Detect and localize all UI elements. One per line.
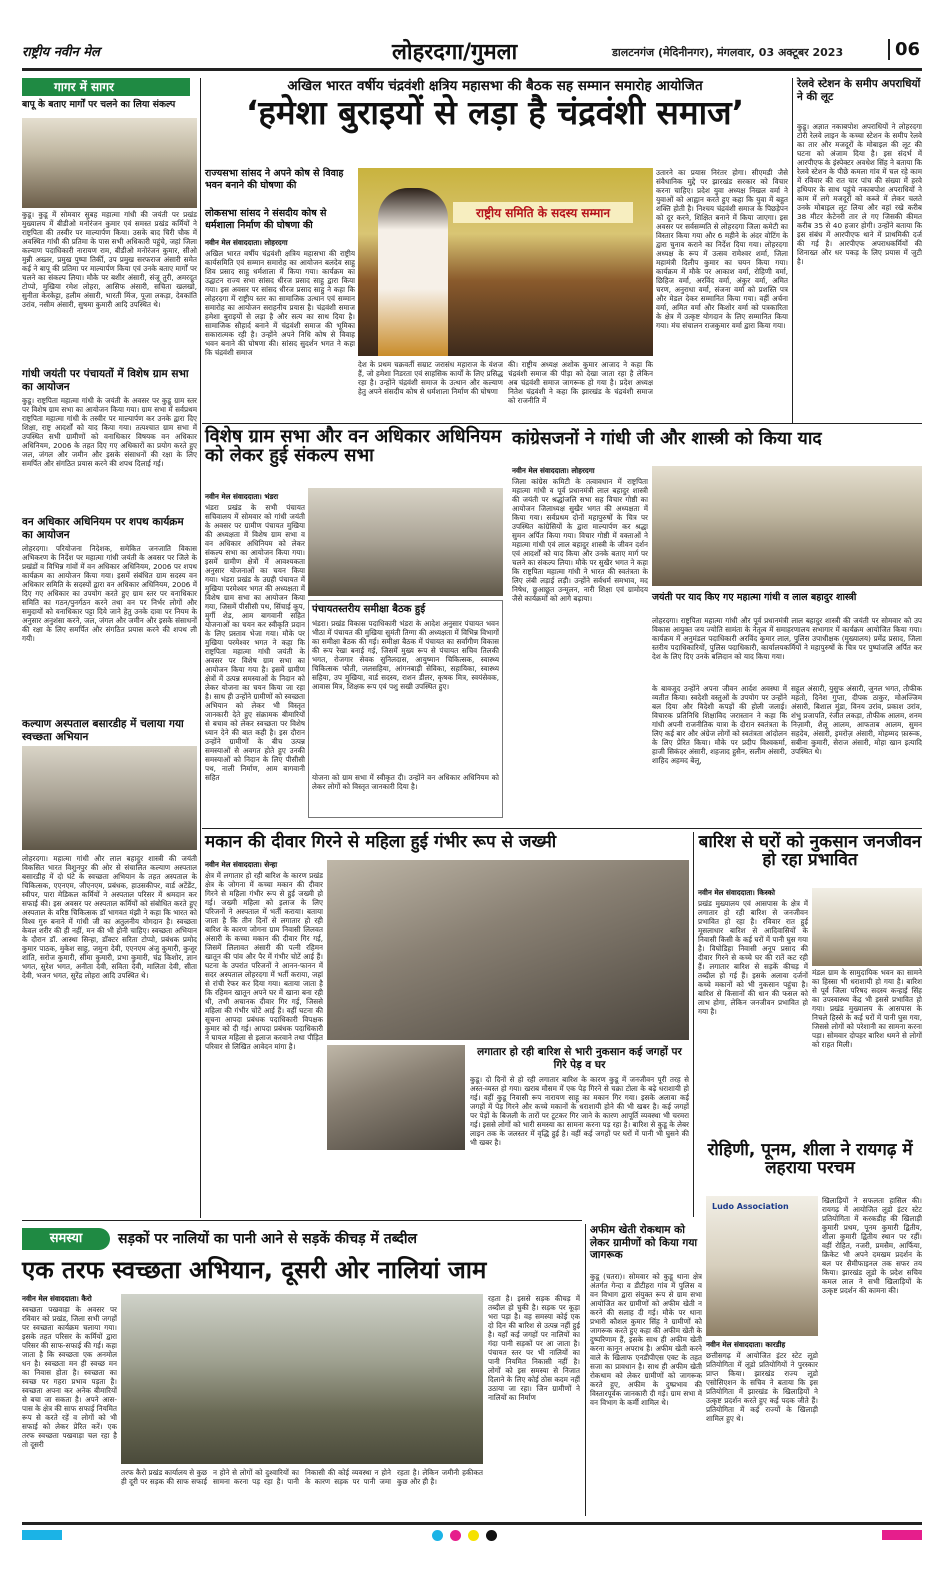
panchayat-review-body: भंडरा। प्रखंड विकास पदाधिकारी भंडरा के आदेश अनुसार पंचायत भवन भीठा में पंचायत की मुखिया सुमंती तिग्गा की अध्यक्षता में विभिन्न विभागों का समीक्षा बैठक की गई। समीक्षा बैठक में पंचायत का सर्वांगीण विकास की रूप रेखा बनाई गई, जिसमें मुख्य रूप से पंचायत सचिव तिलकी भगत, रोजगार सेवक सुनिलदास, आयुष्मान चिकित्सक, स्वास्थ्य चिकित्सक फौती, जलसहिया, आंगनबाड़ी सेविका, सहायिका, स्वास्थ्य सहिया, उप मुखिया, वार्ड सदस्य, राशन डीलर, कृषक मित्र, स्वयंसेवक, आवास मित्र, शिक्षक रूप एवं पशु सखी उपस्थित हुए। — [312, 619, 499, 691]
bapu-photo — [22, 118, 197, 208]
row-rule-3 — [22, 1220, 582, 1221]
top-story-byline: नवीन मेल संवाददाता। लोहरदगा — [205, 238, 288, 247]
sabha-photo — [308, 488, 503, 596]
congress-byline: नवीन मेल संवाददाता। लोहरदगा — [512, 466, 595, 475]
color-swatch-magenta — [882, 1530, 922, 1540]
drain-body2: रहता है। इससे सड़क कीचड़ में तब्दील हो चुकी है। सड़क पर कूड़ा भरा पड़ा है। वह समस्या कोई एक दो दिन की बारिश से उत्पन्न नहीं हुई है। यहाँ कई जगहों पर नालियों का गंदा पानी सड़कों पर आ जाता है। पंचायत स्तर पर भी नालियों का पानी नियमित निकासी नहीं है। लोगों को इस समस्या से निजात दिलाने के लिए कोई ठोस कदम नहीं उठाया जा रहा। जिन ग्रामीणों ने नालियों का निर्माण — [488, 1294, 580, 1402]
masthead — [22, 36, 922, 66]
section-label-gagar: गागर में सागर — [22, 78, 190, 96]
rohini-body2: छत्तीसगढ़ में आयोजित इंटर स्टेट लूडो प्रतियोगिता में लूडो प्रतियोगियों ने पुरस्कार प्राप्त किया। झारखंड राज्य लूडो एसोसिएशन के सचिव ने बताया कि इस प्रतियोगिता में झारखंड के खिलाड़ियों ने उत्कृष्ट प्रदर्शन करते हुए कई पदक जीते हैं। प्रतियोगिता में कई राज्यों के खिलाड़ी शामिल हुए थे। — [706, 1351, 818, 1423]
wall-collapse-photo — [327, 860, 689, 1040]
reg-dot-magenta — [450, 1530, 461, 1541]
top-story-body-col2: देश के प्रथम चक्रवर्ती सम्राट जरासंध महाराज के वंशज हैं, जो हमेशा निडरता एवं साहसिक कार्यों के लिए प्रसिद्ध रहा है। उन्होंने चंद्रवंशी समाज के उत्थान और कल्याण हेतु अपने संसदीय कोष से धर्मशाला निर्माण की घोषणा — [358, 360, 503, 396]
jayanti-sub-headline: जयंती पर याद किए गए महात्मा गांधी व लाल बहादुर शास्त्री — [652, 592, 857, 603]
wall-headline: मकान की दीवार गिरने से महिला हुई गंभीर रूप से जख्मी — [205, 832, 557, 852]
top-story-sub2: लोकसभा सांसद ने संसदीय कोष से धर्मशाला निर्माण की घोषणा की — [205, 208, 327, 231]
drain-body1: स्वच्छता पखवाड़ा के अवसर पर रविवार को प्रखंड, जिला सभी जगहों पर स्वच्छता कार्यक्रम चलाया गया। इसके तहत परिसर के कर्मियों द्वारा परिसर की साफ-सफाई की गई। कहा जाता है कि स्वच्छता एक अनमोल धन है। स्वच्छता मन ही स्वच्छ मन का निवास होता है। स्वच्छता का स्वच्छ पर गहरा प्रभाव पड़ता है। स्वच्छता अपना कर अनेक बीमारियों से बचा जा सकता है। अपने आस-पास के क्षेत्र की साफ सफाई नियमित रूप से करते रहें व लोगों को भी सफाई को लेकर प्रेरित करें। एक तरफ स्वच्छता पखवाड़ा चल रहा है तो दूसरी — [22, 1305, 117, 1449]
rain-headline: बारिश से घरों को नुकसान जनजीवन हो रहा प्रभावित — [698, 832, 922, 870]
left-col-divider — [200, 78, 201, 1218]
drain-photo — [121, 1294, 483, 1464]
top-story-body-col1: अखिल भारत वर्षीय चंद्रवंशी क्षत्रिय महासभा की राष्ट्रीय कार्यसमिति एवं सम्मान समारोह का आयोजन बलदेव साहु शिव प्रसाद साहु धर्मशाला में किया गया। कार्यक्रम का उद्घाटन राज्य सभा सांसद धीरज प्रसाद साहु द्वारा किया गया। इस अवसर पर सांसद धीरज प्रसाद साहु ने कहा कि लोहरदगा में राष्ट्रीय स्तर का सामाजिक उत्थान एवं सम्मान समारोह का आयोजन सराहनीय प्रयास है। चंद्रवंशी समाज हमेशा बुराइयों से लड़ा है और सत्य का साथ दिया है। सामाजिक सौहार्द बनाने में चंद्रवंशी समाज की भूमिका सकारात्मक रही है। उन्होंने अपने निधि कोष से विवाह भवन बनाने की घोषणा की। सांसद सुदर्शन भगत ने कहा कि चंद्रवंशी समाज — [205, 249, 355, 357]
rain-photo — [812, 888, 922, 966]
wall-byline: नवीन मेल संवाददाता। सेन्हा — [205, 860, 278, 869]
congress-headline: कांग्रेसजनों ने गांधी जी और शास्त्री को किया याद — [512, 429, 822, 449]
story-bapu-headline: बापू के बताए मार्गों पर चलने का लिया संकल्प — [22, 99, 176, 110]
drain-byline: नवीन मेल संवाददाता। कैरो — [22, 1294, 92, 1303]
rain-damage-caption-body: कुडू। दो दिनों से हो रही लगातार बारिश के कारण कुडू में जनजीवन पूरी तरह से अस्त-व्यस्त हो गया। खराब मौसम में एक पेड़ गिरने से चक्रा टोला के बढ़े धराशायी हो गई। वहीं कुडू निवासी रूप नारायण साहू का मकान गिर गया। इसके अलावा कई जगहों में पेड़ गिरने और कच्चे मकानों के धराशायी होने की भी खबर है। कई जगहों पर पेड़ों के बिजली के तारों पर टूटकर गिर जाने के कारण आपूर्ति व्यवस्था भी चरमरा गई। इससे लोगों को भारी समस्या का सामना करना पड़ रहा है। बारिश से कुडू के लेबर लाइन तक के जलस्तर में वृद्धि हुई है। वहीं कई जगहों पर घरों में पानी भी घुसने की भी खबर है। — [470, 1075, 689, 1147]
drain-kicker: सड़कों पर नालियों का पानी आने से सड़कें कीचड़ में तब्दील — [118, 1231, 417, 1247]
panchayat-review-box — [308, 600, 503, 818]
rain-byline: नवीन मेल संवाददाता। किस्को — [698, 888, 775, 897]
reg-dot-yellow — [468, 1530, 479, 1541]
sabha-byline: नवीन मेल संवाददाता। भंडरा — [205, 492, 279, 501]
congress-body3: सहूल अंसारी, युसुफ अंसारी, जुनल भगत, तौफीक महतो, दिनेश गुप्ता, दीपक ठाकुर, मोअज्जिम अंसारी, बिशाल मुंडा, विनय उरांव, प्रकाश उरांव, शंभु प्रजापति, रंजीत लकड़ा, तौफीक आलम, शनम निज़ामी, शैलू आलम, आफताब आलम, सुमन सहदेव, अंसारी, इमरोज़ अंसारी, मोहम्मद फ़ारूक, सबीना कुमारी, सेराज अंसारी, मोहा खान इत्यादि उपस्थित थे। — [791, 684, 922, 756]
drain-headline: एक तरफ स्वच्छता अभियान, दूसरी ओर नालियां जाम — [22, 1256, 487, 1284]
fallen-tree-photo — [327, 1045, 465, 1150]
top-story-body-col4: उतारने का प्रयास निरंतर होगा। सीएमडी जैसे संवैधानिक मुद्दे पर झारखंड सरकार को विचार करना चाहिए। प्रदेश युवा अध्यक्ष निखल वर्मा ने युवाओं को आह्वान करते हुए कहा कि युवा में बहुत शक्ति होती है। निश्चय चंद्रवंशी समाज के पिछड़ेपन को दूर करने, शिक्षित बनाने में किया जाएगा। इस अवसर पर सर्वसम्मति से लोहरदगा जिला कमेटी का विस्तार किया गया और 6 महीने के अंदर वोटिंग के द्वारा चुनाव कराने का निर्देश दिया गया। लोहरदगा अध्यक्ष के रूप में उत्सव रामेश्वर शर्मा, जिला महामंत्री दिलीप कुमार का चयन किया गया। कार्यक्रम में मौके पर आकाश वर्मा, रोहिणी वर्मा, छिहिज वर्मा, अरविंद वर्मा, अंकुर वर्मा, अमित चरण, अनुराधा वर्मा, संजना वर्मा को प्रशस्ति पत्र और मेडल देकर सम्मानित किया गया। वहीं अर्चना वर्मा, अमित वर्मा और किशोर वर्मा को पत्रकारिता के क्षेत्र में उत्कृष्ट योगदान के लिए सम्मानित किया गया। मंच संचालन राजकुमार वर्मा द्वारा किया गया। — [656, 168, 788, 330]
drain-opium-divider — [585, 1224, 586, 1516]
drain-body3: तरफ कैरो प्रखंड कार्यालय से कुछ ही दूरी पर सड़क की साफ सफाई न होने से लोगों को दुश्वारियों का सामना करना पड़ रहा है। पानी निकासी की कोई व्यवस्था न होने के कारण सड़क पर पानी जमा रहता है। लेकिन जमीनी हकीकत कुछ और ही है। — [121, 1468, 483, 1486]
top-story-body-col3: की। राष्ट्रीय अध्यक्ष अशोक कुमार आजाद ने कहा कि चंद्रवंशी समाज की पीड़ा को देखा जाता रहा है लेकिन अब चंद्रवंशी समाज जागरूक हो गया है। प्रदेश अध्यक्ष नितेश चंद्रवंशी ने कहा कि झारखंड के चंद्रवंशी समाज को राजनीति में — [508, 360, 653, 405]
opium-body: कुडू (चतरा)। सोमवार को कुडू थाना क्षेत्र अंतर्गत गेन्दा व डीटीहरा गांव में पुलिस व वन विभाग द्वारा संयुक्त रूप से ग्राम सभा आयोजित कर ग्रामीणों को अफीम खेती न करने की सलाह दी गई। मौके पर थाना प्रभारी कौशल कुमार सिंह ने ग्रामीणों को जागरूक करते हुए कहा की अफीम खेती के दुष्परिणाम हैं, इसके साथ ही अफीम खेती करना कानून अपराध है। अफीम खेती करने वाले के खिलाफ एनडीपीएस एक्ट के तहत सजा का प्रावधान है। साथ ही अफीम खेती रोकथाम को लेकर ग्रामीणों को जागरूक करते हुए, अफीम के दुष्प्रभाव की विस्तारपूर्वक जानकारी दी गई। ग्राम सभा में वन विभाग के कर्मी शामिल थे। — [590, 1272, 702, 1407]
congress-photo — [652, 466, 922, 586]
story-hospital-body: लोहरदगा। महात्मा गांधी और लाल बहादुर शास्त्री की जयंती विकसित भारत विशुनपुर की ओर से संचालित कल्याण अस्पताल बसारडीह में दो घंटे के स्वच्छता अभियान के तहत अस्पताल के चिकित्सक, एएनएम, जीएनएम, प्रबंधक, हाउसकीपर, वार्ड अटेंडेंट, स्वीपर, पारा मेडिकल कर्मियों ने अस्पताल परिसर में श्रमदान कर सफाई की। इस अवसर पर अस्पताल कर्मियों को संबोधित करते हुए अस्पताल के वरिष्ठ चिकित्सक डॉ भागवत मंझी ने कहा कि भारत को विश्व गुरु बनाने में गांधी जी का अतुलनीय योगदान है। स्वच्छता केवल शरीर की ही नहीं, मन की भी होनी चाहिए। स्वच्छता अभियान के दौरान डॉ. आस्था सिन्हा, डॉक्टर सरिता टोप्पो, प्रबंधक प्रमोद कुमार पाठक, मुकेश साहू, जमुना देवी, एएनएम अंजु कुमारी, कुजूर शांति, सरोज कुमारी, सीमा कुमारी, प्रभा कुमारी, चंद्र किशोर, ज्ञान भगत, सुरेश भगत, अनीता देवी, सविता देवी, मालिता देवी, सीता देवी, भजन भगत, सुरेंद्र लोहरा आदि उपस्थित थे। — [22, 854, 197, 980]
dateline: डालटनगंज (मेदिनीनगर), मंगलवार, 03 अक्टूबर 2023 — [612, 46, 844, 59]
right-col-divider — [792, 78, 793, 423]
paper-name: राष्ट्रीय नवीन मेल — [22, 45, 100, 60]
rain-body: प्रखंड मुख्यालय एवं आसपास के क्षेत्र में लगातार हो रही बारिश से जनजीवन प्रभावित हो रहा है। रविवार रात हुई मूसलाधार बारिश से आदिवासियों के निवासी किसी के कई घरों में पानी घुस गया है। विघोडिहा निवासी अनूप प्रसाद की दीवार गिरने से कच्चे घर की रातें कट रही हैं। लगातार बारिश से सड़कें कीचड़ में तब्दील हो गई हैं। इसके अलावा दर्जनों कच्चे मकानों को भी नुकसान पहुंचा है। बारिश से किसानों की धान की फसल को लाभ होगा, लेकिन जनजीवन प्रभावित हो गया है। — [698, 899, 808, 1016]
hospital-photo — [22, 746, 197, 850]
wall-body: क्षेत्र में लगातार हो रही बारिश के कारण प्रखंड क्षेत्र के जोगना में कच्चा मकान की दीवार गिरने से महिला गंभीर रूप से हुई जख्मी हो गई। जख्मी महिला को इलाज के लिए परिजनों ने अस्पताल में भर्ती कराया। बताया जाता है कि तीन दिनों से लगातार हो रही बारिश के कारण जोगना ग्राम निवासी लिलवत अंसारी के कच्चा मकान की दीवार गिर गई, जिसमें लिलावत अंसारी की पत्नी रहिमन खातून की पांव और पैर में गंभीर चोटें आई हैं। घटना के उपरांत परिजनों ने आनन-फानन में सदर अस्पताल लोहरदगा में भर्ती कराया, जहां से रांची रेफर कर दिया गया। बताया जाता है कि रहिमन खातून अपने घर में खाना बना रही थी, तभी अचानक दीवार गिर गई, जिससे महिला की गंभीर चोटें आई हैं। वहीं घटना की सूचना आपदा प्रबंधक पदाधिकारी विपक्षक कुमार को दी गई। आपदा प्रबंधक पदाधिकारी ने घायल महिला से इलाज करवाने तथा पीड़ित परिवार से लिखित आवेदन मांगा है। — [205, 871, 323, 1051]
rohini-body: खिलाड़ियों ने सफलता हासिल की। रायगढ़ में आयोजित लूडो इंटर स्टेट प्रतियोगिता में करकडीह की खिलाड़ी कुमारी प्रथम, पूनम कुमारी द्वितीय, शीला कुमारी द्वितीय स्थान पर रहीं। वहीं रोहित, नजरी, प्रमसैम, आर्फिया, क्रिकेट भी अपने दमखम प्रदर्शन के बल पर सैमीफाइनल तक सफर तय किया। झारखंड लूडो के प्रदेश सचिव कमल लाल ने सभी खिलाड़ियों के उत्कृष्ट प्रदर्शन की कामना की। — [822, 1196, 922, 1295]
top-story-photo — [358, 168, 653, 356]
story-gram-sabha-headline: गांधी जयंती पर पंचायतों में विशेष ग्राम सभा का आयोजन — [22, 368, 189, 393]
sabha-headline: विशेष ग्राम सभा और वन अधिकार अधिनियम को लेकर हुई संकल्प सभा — [205, 426, 502, 466]
rain-damage-caption-headline: लगातार हो रही बारिश से भारी नुकसान कई जगहों पर गिरे पेड़ व घर — [477, 1046, 682, 1071]
rohini-byline: नवीन मेल संवाददाता। कारडीह — [706, 1340, 786, 1349]
story-forest-oath-body: लोहरदगा। परियोजना निदेशक, समेकित जनजाति विकास अभिकरण के निर्देश पर महात्मा गांधी जयंती के अवसर पर जिले के प्रखंडों व विभिन्न गांवों में वन अधिकार अधिनियम, 2006 पर शपथ कार्यक्रम का आयोजन किया गया। इसमें संबंधित ग्राम सदस्य वन अधिकार समिति के सदस्यों द्वारा वन अधिकार अधिनियम, 2006 में दिए गए अधिकार का उपयोग करते हुए ग्राम स्तर पर वनाधिकार समिति का गठन/पुनर्गठन करने तथा वन पर निर्भर लोगों और समुदायों को वनाधिकार पट्टा दिये जाने हेतु उनके दावा पर नियम के अनुसार अनुशंसा करने, जल, जंगल और जमीन और इसके संसाधनों की रक्षा के लिए समर्पित और संगठित प्रयास करने की शपथ ली गयी। — [22, 544, 197, 643]
sabha-body: भंडरा प्रखंड के सभी पंचायत सचिवालय में सोमवार को गांधी जयंती के अवसर पर ग्रामीण पंचायत मुखिया की अध्यक्षता में विशेष ग्राम सभा व वन अधिकार अधिनियम को लेकर संकल्प सभा का आयोजन किया गया। इसमें ग्रामीण क्षेत्रों में आवश्यकता अनुसार योजनाओं का चयन किया गया। भंडरा प्रखंड के उग्रही पंचायत में मुखिया परमेश्वर भगत की अध्यक्षता में विशेष ग्राम सभा का आयोजन किया गया, जिसमें पीसीसी पथ, सिंचाई कूप, मुर्गी शेड, आम बागवानी सहित योजनाओं का चयन कर स्वीकृति प्रदान के लिए प्रस्ताव भेजा गया। मौके पर मुखिया परमेश्वर भगत ने कहा कि राष्ट्रपिता महात्मा गांधी जयंती के अवसर पर विशेष ग्राम सभा का आयोजन किया गया है। इसमें ग्रामीण क्षेत्रों में उत्पन्न समस्याओं के निदान को लेकर योजना का चयन किया जा रहा है। साथ ही उन्होंने ग्रामीणों को स्वच्छता अभियान को लेकर भी विस्तृत जानकारी देते हुए संक्रामक बीमारियों से बचाव को लेकर स्वच्छता पर विशेष ध्यान देने की बात कही है। इस दौरान उन्होंने ग्रामीणों के बीच उत्पन्न समस्याओं से अवगत होते हुए उनकी समस्याओं को निदान के लिए पीसीसी पथ, नाली निर्माण, आम बागवानी सहित — [205, 503, 305, 782]
panchayat-review-headline: पंचायतस्तरीय समीक्षा बैठक हुई — [312, 604, 426, 615]
rain-body2: मंडल ग्राम के सामुदायिक भवन का सामने का हिस्सा भी धराशायी हो गया है। बारिश से पूर्व जिला परिषद सदस्य कन्हाई सिंह का उपस्वास्थ्य केंद्र भी इससे प्रभावित हो गया। प्रखंड मुख्यालय के आसपास के निचले हिस्से के कई घरों में पानी घुस गया, जिससे लोगों को परेशानी का सामना करना पड़ा। सोमवार दोपहर बारिश थमने से लोगों को राहत मिली। — [812, 968, 922, 1049]
story-bapu-body: कुडू। कुडू में सोमवार सुबह महात्मा गांधी की जयंती पर प्रखंड मुख्यालय में बीडीओ मनोरंजन कुमार एवं समस्त प्रखंड कर्मियों ने राष्ट्रपिता की तस्वीर पर माल्यार्पण किया। उसके बाद चिरी चौक में अवस्थित गांधी की प्रतिमा के पास सभी अधिकारी पहुंचे, जहां जिला कल्याण पदाधिकारी नारायण राम, बीडीओ मनोरंजन कुमार, सीओ मुन्नी अख्तर, प्रमुख पुष्पा तिर्की, उप प्रमुख सरफराज अंसारी समेत कई ने बापू की प्रतिमा पर माल्यार्पण किया एवं उनके बताए मार्गों पर चलने का संकल्प लिया। मौके पर बशीर अंसारी, संजू तुरी, अमरदूत टोप्पो, मुखिया रमेश लोहरा, आसिफ अंसारी, सचिता खलखो, सुनीता केरकेट्टा, हलीम अंसारी, भारती मिंज, पूजा लकड़ा, देवकांति उरांव, नसीम अंसारी, सुषमा कुमारी आदि उपस्थित थे। — [22, 210, 197, 309]
footer-color-bar — [22, 1530, 922, 1544]
registration-dots — [432, 1530, 532, 1542]
railway-loot-headline: रेलवे स्टेशन के समीप अपराधियों ने की लूट — [797, 78, 921, 103]
section-title: लोहरदगा/गुमला — [392, 40, 518, 65]
top-story-kicker: अखिल भारत वर्षीय चंद्रवंशी क्षत्रिय महासभा की बैठक सह सम्मान समारोह आयोजित — [287, 78, 703, 94]
page-number: 06 — [888, 39, 920, 60]
rohini-headline: रोहिणी, पूनम, शीला ने रायगढ़ में लहराया परचम — [707, 1140, 913, 1178]
jayanti-sub-body: लोहरदगा। राष्ट्रपिता महात्मा गांधी और पूर्व प्रधानमंत्री लाल बहादुर शास्त्री की जयंती पर सोमवार को उप विकास आयुक्त जय ज्योति सामंता के नेतृत्व में समाहरणालय सभागार में कार्यक्रम आयोजित किया गया। कार्यक्रम में अनुमंडल पदाधिकारी अरविंद कुमार लाल, पुलिस उपाधीक्षक (मुख्यालय) प्रमेंद्र प्रसाद, जिला स्तरीय पदाधिकारियों, पुलिस पदाधिकारी, कार्यालयकर्मियों ने महापुरुषों के चित्र पर पुष्पांजलि अर्पित कर देश के लिए दिए उनके बलिदान को याद किया गया। — [652, 616, 922, 661]
panchayat-review-tail: योजना को ग्राम सभा में स्वीकृत दी। उन्होंने वन अधिकार अधिनियम को लेकर लोगों को विस्तृत जानकारी दिया है। — [312, 773, 499, 791]
story-hospital-headline: कल्याण अस्पताल बसारडीह में चलाया गया स्वच्छता अभियान — [22, 718, 184, 743]
top-story-sub1: राज्यसभा सांसद ने अपने कोष से विवाह भवन बनाने की घोषणा की — [205, 168, 344, 191]
railway-loot-body: कुडू। अज्ञात नकाबपोश अपराधियों ने लोहरदगा टोरी रेलवे लाइन के कच्चा स्टेशन के समीप रेलवे का तार और मजदूरों के मोबाइल की लूट की घटना को अंजाम दिया है। इस संदर्भ में आरपीएफ के इंस्पेक्टर अवधेश सिंह ने बताया कि रेलवे स्टेशन के पीछे कमला गांव में चल रहे काम में रविवार की रात चार पांच की संख्या में हरवे हथियार के साथ पहुंचे नकाबपोश अपराधियों ने काम में लगे मजदूरों को कब्जे में लेकर चलते उनके मोबाइल लूट लिया और वहां रखे करीब 38 मीटर केटेनरी तार ले गए जिसकी कीमत करीब 35 से 40 हजार होगी। उन्होंने बताया कि इस संबंध में आरपीएफ थाने में प्राथमिकी दर्ज की गई है। आरपीएफ अपराधकर्मियों की शिनाख्त और धर पकड़ के लिए प्रयास में जुटी है। — [797, 122, 922, 266]
masthead-rule — [22, 68, 922, 71]
ludo-award-photo — [706, 1196, 818, 1336]
ludo-sign: Ludo Association — [712, 1202, 789, 1211]
reg-dot-cyan — [432, 1530, 443, 1541]
problem-tag: समस्या — [22, 1228, 110, 1250]
reg-dot-black — [486, 1530, 497, 1541]
wall-rain-divider — [693, 832, 694, 1217]
opium-headline: अफीम खेती रोकथाम को लेकर ग्रामीणों को किया गया जागरूक — [590, 1224, 698, 1261]
top-story-headline: ‘हमेशा बुराइयों से लड़ा है चंद्रवंशी समाज’ — [245, 93, 745, 132]
story-gram-sabha-body: कुडू। राष्ट्रपिता महात्मा गांधी के जयंती के अवसर पर कुडू ग्राम स्तर पर विशेष ग्राम सभा का आयोजन किया गया। ग्राम सभा में सर्वप्रथम राष्ट्रपिता महात्मा गांधी के तस्वीर पर माल्यार्पण कर उनके द्वारा दिए शिक्षा, राष्ट्र आदर्शों को याद किया गया। तत्पश्चात ग्राम सभा में उपस्थित सभी ग्रामीणों को वनाधिकार विषयक वन अधिकार अधिनियम, 2006 के तहत दिए गए अधिकारों का प्रयोग करते हुए जल, जंगल और जमीन और इसके संसाधनों की रक्षा के लिए समर्पित और संगठित प्रयास करने की शपथ दिलाई गई। — [22, 396, 197, 468]
congress-body: जिला कांग्रेस कमिटी के तत्वावधान में राष्ट्रपिता महात्मा गांधी व पूर्व प्रधानमंत्री लाल बहादुर शास्त्री की जयंती पर श्रद्धांजलि सभा सह विचार गोष्ठी का आयोजन जिलाध्यक्ष सुखैर भगत की अध्यक्षता में किया गया। सर्वप्रथम दोनों महापुरुषों के चित्र पर उपस्थित कांग्रेसियों के द्वारा माल्यार्पण कर श्रद्धा सुमन अर्पित किया गया। विचार गोष्ठी में वक्ताओं ने महात्मा गांधी एवं लाल बहादुर शास्त्री के जीवन दर्शन एवं आदर्शों को याद किया और उनके बताए मार्ग पर चलने का संकल्प लिया। मौके पर सुखैर भगत ने कहा कि राष्ट्रपिता महात्मा गांधी ने भारत की स्वतंत्रता के लिए लंबी लड़ाई लड़ी। उन्होंने सर्वधर्म समभाव, मद निषेध, छुआछूत उन्मूलन, नारी शिक्षा एवं ग्रामोदय जैसे कार्यक्रमों को आगे बढ़ाया। — [512, 477, 648, 603]
row-rule-2 — [202, 828, 922, 829]
story-forest-oath-headline: वन अधिकार अधिनियम पर शपथ कार्यक्रम का आयोजन — [22, 516, 184, 541]
footer-rule — [22, 1522, 922, 1525]
color-swatch-cyan — [22, 1530, 62, 1540]
top-photo-banner: राष्ट्रीय समिति के सदस्य सम्मान — [453, 202, 633, 223]
congress-body2: के बावजूद उन्होंने अपना जीवन आर्दश अवस्था में व्यतीत किया। स्वदेशी वस्तुओं के उपयोग पर उन्होंने बल दिया और विदेशी कपड़ों की होली जलाई। विचारक प्रतिनिधि शिक्षाविद जरास्तान ने कहा कि गांधी अपनी राजनीतिक यात्रा के दौरान स्वतंत्रता के लिए कई बार और अंग्रेज लोगों को स्वतंत्रता आंदोलन के लिए प्रेरित किया। मौके पर प्रदीप विश्वकर्मा, हाजी सिकंदर अंसारी, शहजाद हुसैन, सलीम अंसारी, शाहिद अहमद बेलू, — [652, 684, 787, 765]
row-rule-1 — [202, 423, 922, 424]
speaker-figure — [378, 188, 448, 356]
